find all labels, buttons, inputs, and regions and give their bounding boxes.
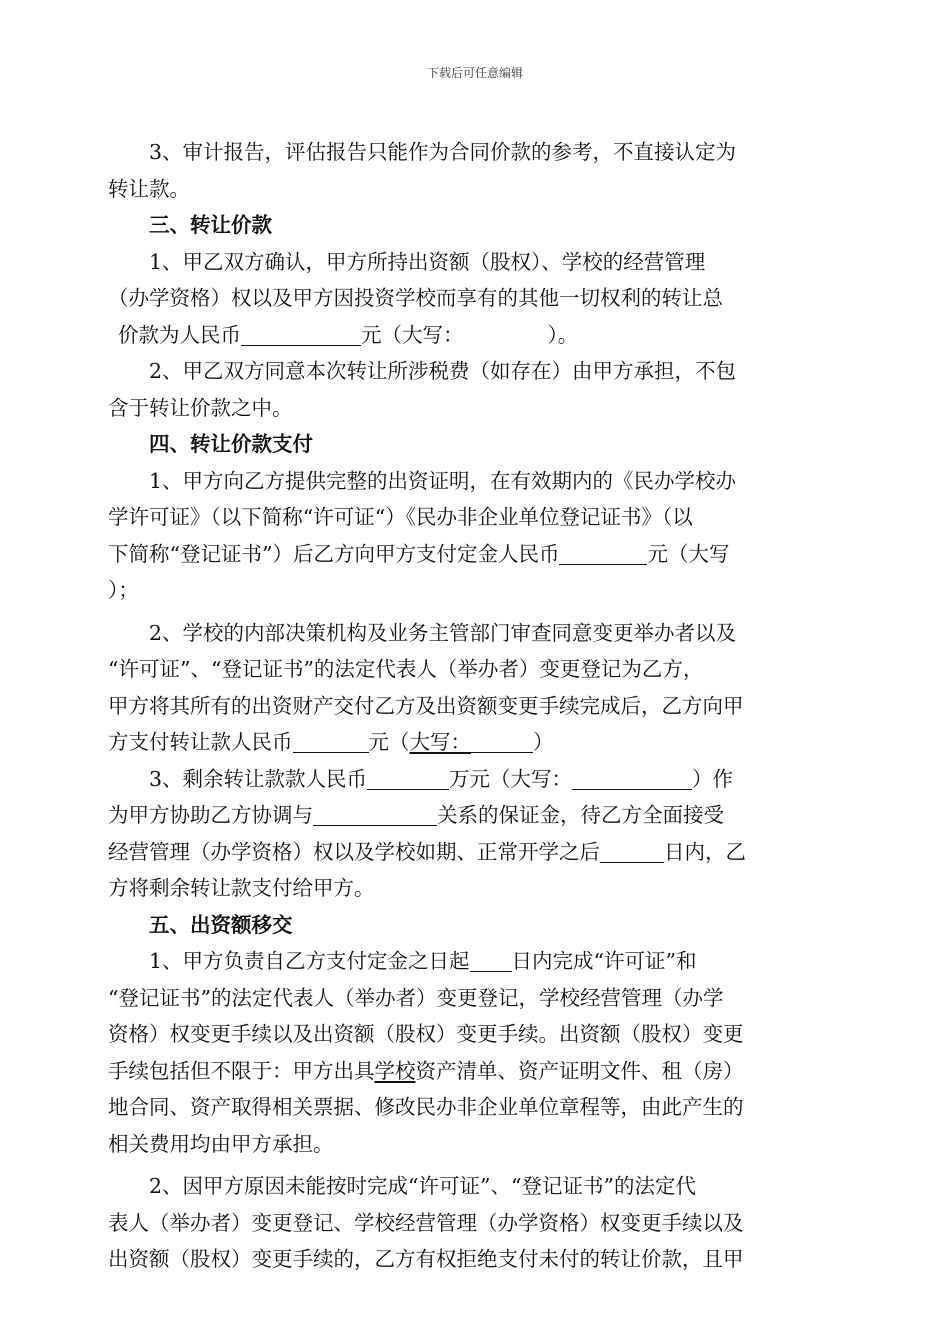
paragraph-line: 1、甲方负责自乙方支付定金之日起 日内完成“许可证”和 <box>149 949 697 973</box>
paragraph-line: 1、甲乙双方确认，甲方所持出资额（股权）、学校的经营管理 <box>149 249 706 274</box>
paragraph-line: 手续包括但不限于：甲方出具学校资产清单、资产证明文件、租（房） <box>108 1058 744 1083</box>
paragraph-line: 方支付转让款人民币 元（大写： ） <box>108 730 554 754</box>
paragraph-line: 相关费用均由甲方承担。 <box>108 1131 334 1156</box>
section-heading-4: 四、转让价款支付 <box>149 432 313 456</box>
page-header: 下载后可任意编辑 <box>426 66 523 80</box>
paragraph-line: 1、甲方向乙方提供完整的出资证明，在有效期内的《民办学校办 <box>149 468 737 493</box>
fill-blank-price <box>241 323 361 346</box>
paragraph-line: 方将剩余转让款支付给甲方。 <box>108 876 375 900</box>
paragraph-line: 2、学校的内部决策机构及业务主管部门审查同意变更举办者以及 <box>149 620 737 645</box>
paragraph-line: 含于转让价款之中。 <box>108 395 293 420</box>
paragraph-line: 地合同、资产取得相关票据、修改民办非企业单位章程等，由此产生的 <box>108 1095 744 1119</box>
fill-blank-completion-days <box>470 949 512 972</box>
document-body <box>108 134 801 1278</box>
paragraph-line: 转让款。 <box>108 176 190 201</box>
fill-blank-transfer-caps <box>471 730 533 753</box>
fill-blank-relation <box>313 803 437 826</box>
paragraph-line: ）； <box>108 578 139 602</box>
paragraph-line: 价款为人民币 元（大写： ）。 <box>118 322 579 347</box>
section-heading-3: 三、转让价款 <box>149 213 272 237</box>
paragraph-line: 3、剩余转让款款人民币 万元（大写： ）作 <box>149 766 734 791</box>
paragraph-line: 学许可证》（以下简称“许可证“）《民办非企业单位登记证书》（以 <box>108 505 693 529</box>
paragraph-line: “登记证书”的法定代表人（举办者）变更登记，学校经营管理（办学 <box>108 985 724 1010</box>
fill-blank-remaining <box>367 767 449 790</box>
paragraph-line: 下简称“登记证书”）后乙方向甲方支付定金人民币 元（大写 <box>108 541 730 566</box>
fill-blank-deposit <box>559 542 647 565</box>
paragraph-line: 表人（举办者）变更登记、学校经营管理（办学资格）权变更手续以及 <box>108 1210 744 1235</box>
paragraph-line: 资格）权变更手续以及出资额（股权）变更手续。出资额（股权）变更 <box>108 1022 744 1046</box>
fill-blank-remaining-caps <box>572 767 692 790</box>
paragraph-line: 出资额（股权）变更手续的，乙方有权拒绝支付未付的转让价款，且甲 <box>108 1247 744 1271</box>
paragraph-line: 甲方将其所有的出资财产交付乙方及出资额变更手续完成后，乙方向甲 <box>108 693 744 718</box>
paragraph-line: 经营管理（办学资格）权以及学校如期、正常开学之后 日内，乙 <box>108 839 746 864</box>
paragraph-line: （办学资格）权以及甲方因投资学校而享有的其他一切权利的转让总 <box>108 286 723 310</box>
paragraph-line: “许可证”、“登记证书”的法定代表人（举办者）变更登记为乙方， <box>108 657 704 681</box>
fill-blank-transfer <box>293 730 369 753</box>
section-heading-5: 五、出资额移交 <box>149 912 293 937</box>
paragraph-line: 为甲方协助乙方协调与 关系的保证金，待乙方全面接受 <box>108 803 724 827</box>
paragraph-line: 2、甲乙双方同意本次转让所涉税费（如存在）由甲方承担，不包 <box>149 359 737 383</box>
paragraph-line: 2、因甲方原因未能按时完成“许可证”、“登记证书”的法定代 <box>149 1174 696 1198</box>
fill-blank-days <box>600 840 664 863</box>
paragraph-line: 3、审计报告，评估报告只能作为合同价款的参考，不直接认定为 <box>149 140 737 164</box>
